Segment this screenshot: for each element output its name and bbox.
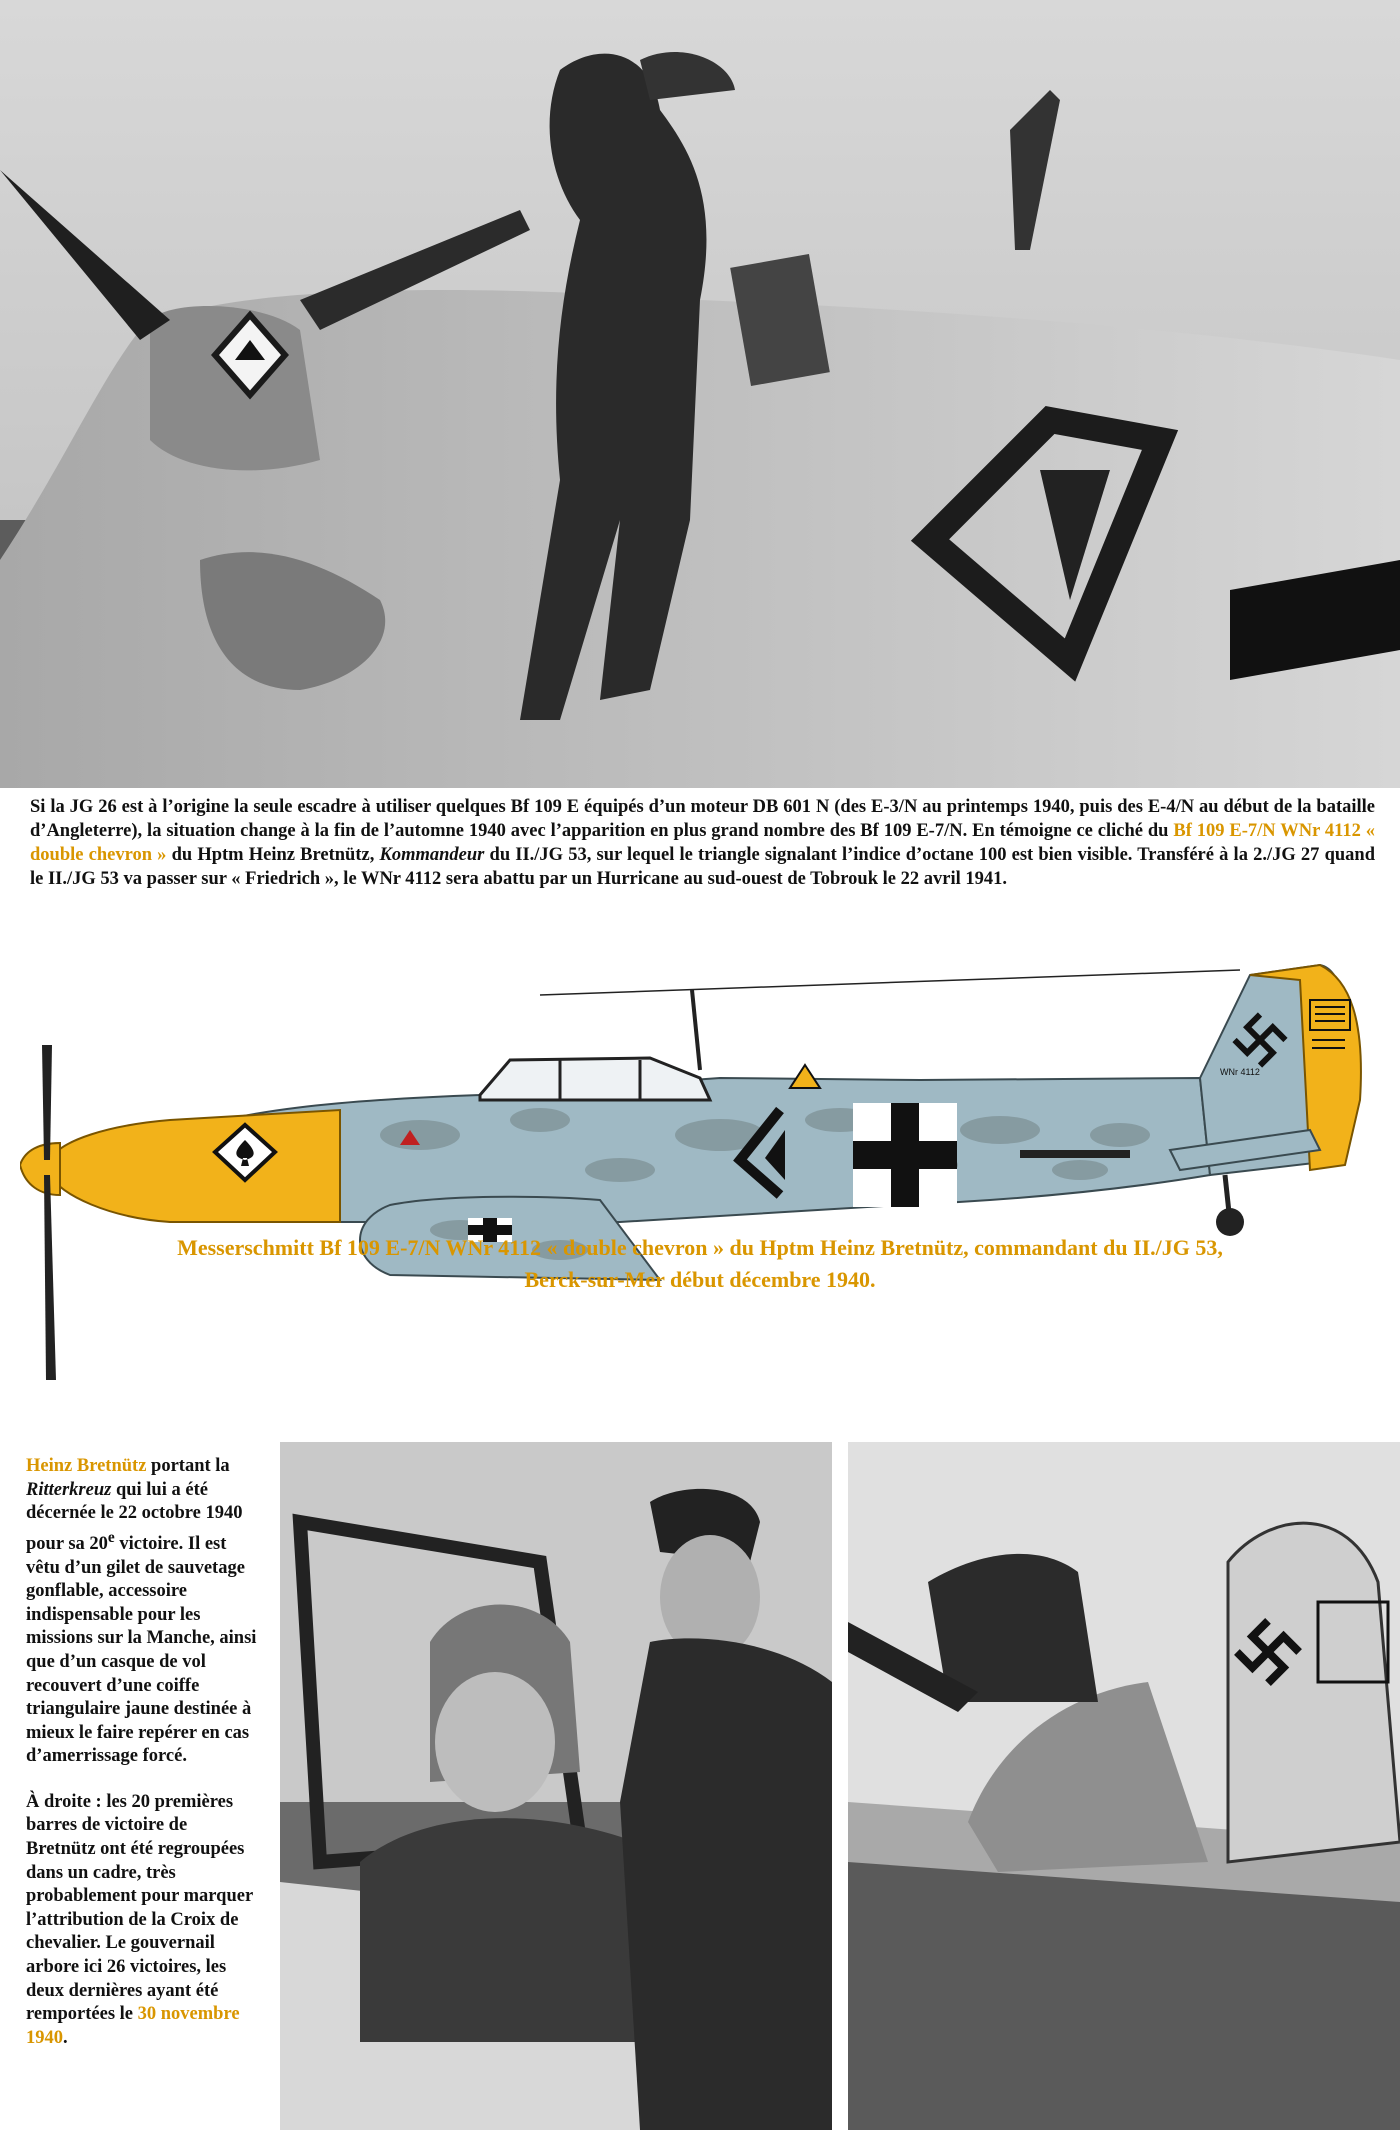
- caption-superscript: e: [107, 1528, 115, 1546]
- bretnutz-caption-paragraph-2: [26, 1791, 261, 2051]
- caption-italic-ritterkreuz: Ritterkreuz: [26, 1479, 112, 1500]
- top-photo-bf109-pilot: [0, 0, 1400, 788]
- profile-caption-line2: Berck-sur-Mer début décembre 1940.: [524, 1267, 876, 1292]
- profile-caption: [100, 1232, 1300, 1296]
- caption-text: .: [63, 2027, 68, 2048]
- caption-text: À droite : les 20 premières barres de victoire de Bretnütz ont été regroupées dans un cadre, très probablement pour marquer l’attribution de la Croix de chevalier. Le gouvernail arbore ici 26 victoires, les deux dernières ayant été remportées le: [26, 1791, 253, 2025]
- profile-caption-line1: Messerschmitt Bf 109 E-7/N WNr 4112 « double chevron » du Hptm Heinz Bretnütz, commandant du II./JG 53,: [177, 1235, 1223, 1260]
- caption-name-highlight: Heinz Bretnütz: [26, 1456, 147, 1476]
- photo-bretnutz-cockpit: [280, 1442, 832, 2130]
- aircraft-color-profile: [20, 960, 1370, 1420]
- caption-highlight-aircraft: Bf 109 E-7/N WNr 4112 « double chevron »: [30, 821, 1375, 865]
- photo-aircraft-rudder: [848, 1442, 1400, 2130]
- caption-text-part2: du Hptm Heinz Bretnütz,: [166, 845, 380, 865]
- top-photo-caption: [30, 795, 1375, 891]
- caption-date-highlight: 30 novembre 1940: [26, 2004, 240, 2048]
- bretnutz-caption: [26, 1455, 261, 2072]
- caption-text: portant la: [146, 1456, 230, 1476]
- caption-text-part1: Si la JG 26 est à l’origine la seule escadre à utiliser quelques Bf 109 E équipés d’un moteur DB 601 N (des E-3/N au printemps 1940, puis des E-4/N au début de la bataille d’Angleterre), la situation change à la fin de l’automne 1940 avec l’apparition en plus grand nombre des Bf 109 E-7/N. En témoigne ce cliché du: [30, 797, 1375, 841]
- caption-text: qui lui a été décernée le 22 octobre 1940 pour sa 20: [26, 1479, 243, 1554]
- caption-text: victoire. Il est vêtu d’un gilet de sauvetage gonflable, accessoire indispensable pour les missions sur la Manche, ainsi que d’un casque de vol recouvert d’une coiffe triangulaire jaune destinée à mieux le faire repérer en cas d’amerrissage forcé.: [26, 1533, 257, 1767]
- caption-text-part3: du II./JG 53, sur lequel le triangle signalant l’indice d’octane 100 est bien visible. Transféré à la 2./JG 27 quand le II./JG 53 va passer sur « Friedrich », le WNr 4112 sera abattu par un Hurricane au sud-ouest de Tobrouk le 22 avril 1941.: [30, 845, 1376, 889]
- bretnutz-caption-paragraph-1: [26, 1455, 261, 1769]
- caption-italic-kommandeur: Kommandeur: [379, 845, 485, 865]
- tail-code: WNr 4112: [1220, 1067, 1260, 1077]
